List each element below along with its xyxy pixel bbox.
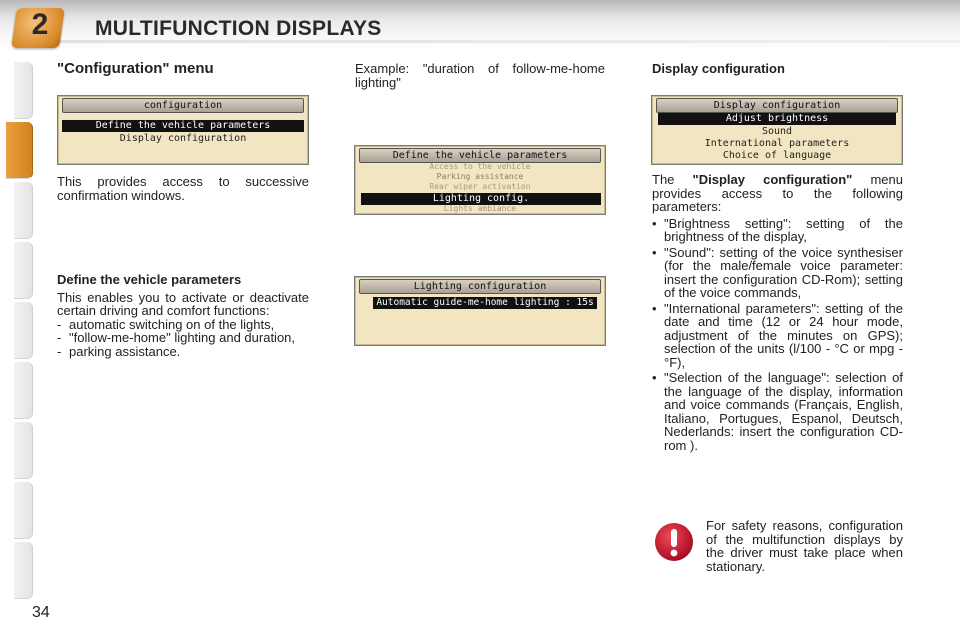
screen-item: Display configuration — [119, 133, 247, 144]
intro-menu-name: "Display configuration" — [692, 172, 853, 187]
intro-text: The — [652, 172, 675, 187]
safety-warning-text: For safety reasons, configuration of the multifunction displays by the driver must take place when stationary. — [706, 518, 903, 574]
safety-warning-block — [706, 519, 903, 573]
screen-item-selected: Automatic guide-me-home lighting : 15s — [373, 297, 597, 309]
screen-item: Choice of language — [722, 150, 832, 161]
side-tab-1[interactable] — [14, 62, 33, 119]
display-configuration-heading: Display configuration — [652, 61, 785, 76]
display-configuration-screen — [651, 95, 903, 165]
display-configuration-intro — [652, 173, 903, 214]
side-tab-6[interactable] — [14, 362, 33, 419]
side-tab-2-active[interactable] — [6, 122, 33, 179]
list-item: - parking assistance. — [57, 345, 309, 359]
screen-title: Lighting configuration — [359, 279, 601, 294]
list-item: • "Brightness setting": setting of the brightness of the display, — [652, 217, 903, 244]
display-configuration-block — [652, 173, 903, 452]
list-item: • "Selection of the language": selection of the language of the display, information and voice commands (Français, English, Italiano, Portugues, Espanol, Deutsch, Nederlands: insert the configuration CD-rom ). — [652, 371, 903, 452]
screen-item-selected: Define the vehicle parameters — [62, 120, 304, 132]
example-caption: Example: "duration of follow-me-home lighting" — [355, 61, 605, 90]
configuration-intro-block — [57, 175, 309, 202]
column-example — [355, 62, 605, 89]
list-item: • "International parameters": setting of the date and time (12 or 24 hour mode, adjustment of the minutes on GPS); selection of the units (l/100 - °C or mpg - °F), — [652, 302, 903, 370]
configuration-heading: "Configuration" menu — [57, 60, 214, 77]
vehicle-parameters-block — [57, 273, 309, 358]
lighting-configuration-screen — [354, 276, 606, 346]
vehicle-parameters-list — [57, 318, 309, 359]
exclamation-warning-icon — [653, 521, 695, 563]
screen-item: Parking assistance — [436, 172, 524, 181]
screen-item-selected: Lighting config. — [361, 193, 601, 205]
configuration-intro: This provides access to successive confirmation windows. — [57, 174, 309, 203]
page-number: 34 — [32, 604, 50, 621]
side-tab-3[interactable] — [14, 182, 33, 239]
screen-title: Display configuration — [656, 98, 898, 113]
list-item: - automatic switching on of the lights, — [57, 318, 309, 332]
screen-title: Define the vehicle parameters — [359, 148, 601, 163]
chapter-title: MULTIFUNCTION DISPLAYS — [95, 17, 382, 40]
screen-item: Sound — [761, 126, 793, 137]
column-display-configuration — [652, 62, 904, 76]
side-tab-7[interactable] — [14, 422, 33, 479]
side-tab-8[interactable] — [14, 482, 33, 539]
vehicle-parameters-heading: Define the vehicle parameters — [57, 272, 242, 287]
screen-title: configuration — [62, 98, 304, 113]
vehicle-parameters-screen — [354, 145, 606, 215]
screen-item: Rear wiper activation — [429, 182, 531, 191]
screen-item: Access to the vehicle — [429, 162, 531, 171]
list-item: • "Sound": setting of the voice synthesiser (for the male/female voice parameter: insert the configuration CD-Rom); setting of the voice commands, — [652, 246, 903, 300]
chapter-number: 2 — [31, 8, 49, 41]
intro-text: menu provides access to the following parameters: — [652, 172, 903, 214]
screen-item: International parameters — [704, 138, 850, 149]
column-configuration — [57, 62, 309, 76]
side-tab-5[interactable] — [14, 302, 33, 359]
vehicle-parameters-paragraph: This enables you to activate or deactivate certain driving and comfort functions: — [57, 289, 309, 318]
side-tab-strip — [0, 62, 34, 582]
configuration-screen — [57, 95, 309, 165]
list-item: - "follow-me-home" lighting and duration, — [57, 331, 309, 345]
side-tab-9[interactable] — [14, 542, 33, 599]
display-parameters-list — [652, 217, 903, 453]
side-tab-4[interactable] — [14, 242, 33, 299]
screen-item: Lights ambiance — [443, 204, 517, 213]
screen-item-selected: Adjust brightness — [658, 113, 896, 125]
